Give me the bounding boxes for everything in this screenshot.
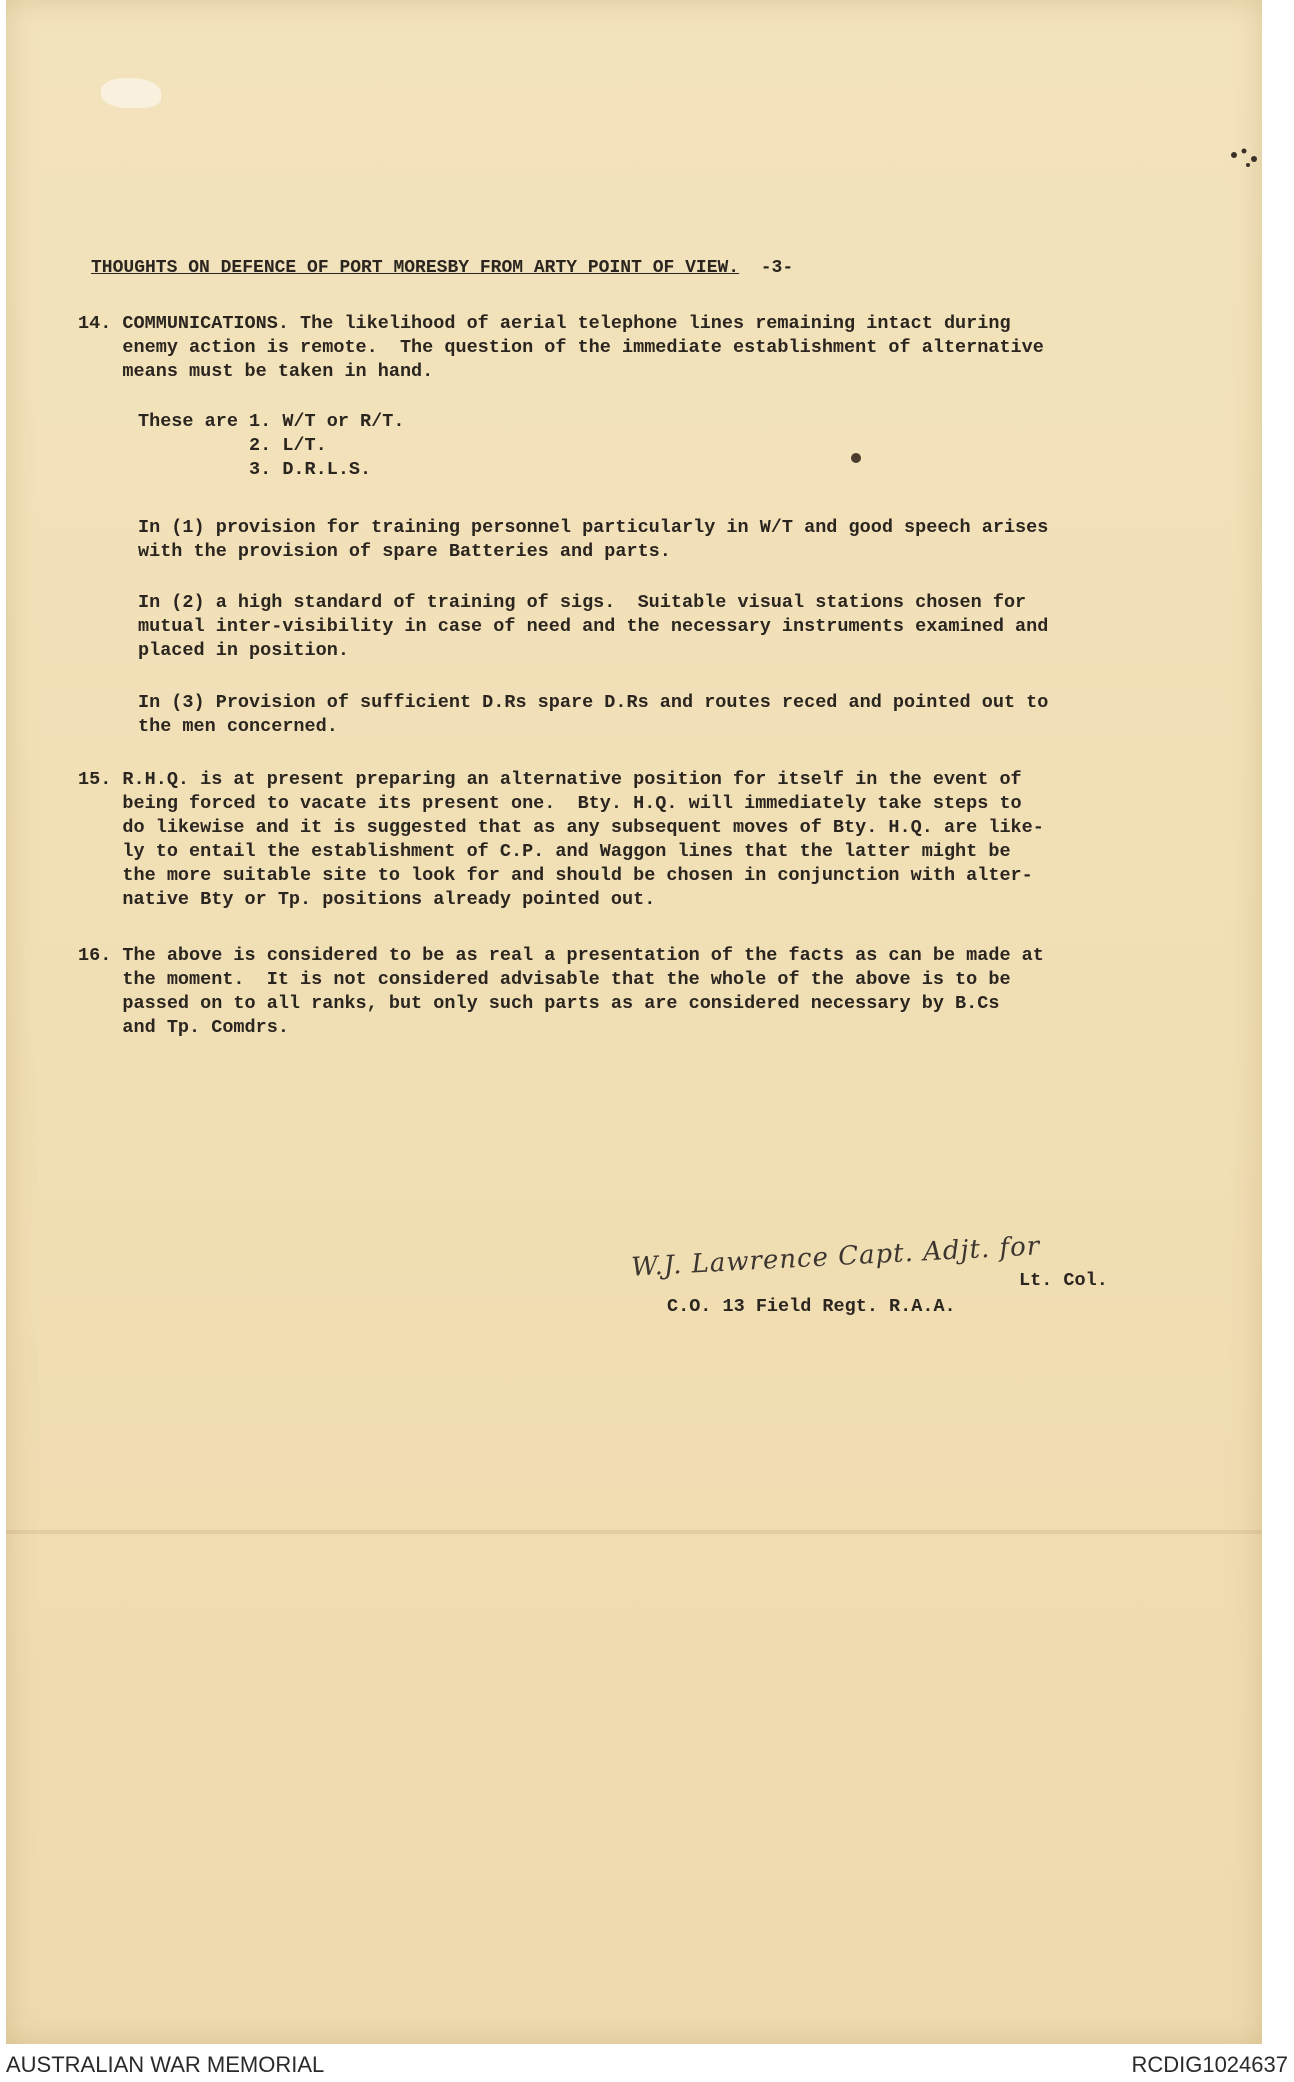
item-line: These are 1. W/T or R/T. [138, 411, 405, 432]
item-line: passed on to all ranks, but only such parts as are considered necessary by B.Cs [78, 993, 1000, 1014]
ink-dot [851, 453, 861, 463]
document-heading [91, 256, 793, 280]
paper-blemish [101, 78, 161, 108]
handwritten-signature: W.J. Lawrence Capt. Adjt. for [630, 1231, 1041, 1283]
item-line: the moment. It is not considered advisable that the whole of the above is to be [78, 969, 1011, 990]
item-line: enemy action is remote. The question of the immediate establishment of alternative [78, 337, 1044, 358]
heading-text: THOUGHTS ON DEFENCE OF PORT MORESBY FROM ARTY POINT OF VIEW. [91, 258, 740, 278]
signature-unit: C.O. 13 Field Regt. R.A.A. [667, 1296, 956, 1317]
item-line: means must be taken in hand. [78, 361, 434, 382]
item-line: In (3) Provision of sufficient D.Rs spare D.Rs and routes reced and pointed out to [138, 692, 1049, 713]
item-line: In (2) a high standard of training of sigs. Suitable visual stations chosen for [138, 592, 1027, 613]
footer-id: RCDIG1024637 [1131, 2052, 1288, 2077]
item-line: with the provision of spare Batteries and parts. [138, 541, 671, 562]
item-line: 2. L/T. [138, 435, 327, 456]
signature-block [630, 1231, 1131, 1317]
item-line: ly to entail the establishment of C.P. and Waggon lines that the latter might be [78, 841, 1011, 862]
item-14-sub1 [138, 516, 1048, 564]
document-page [6, 0, 1262, 2044]
footer-source: AUSTRALIAN WAR MEMORIAL [6, 2052, 325, 2077]
item-line: 3. D.R.L.S. [138, 459, 372, 480]
item-line: being forced to vacate its present one. Bty. H.Q. will immediately take steps to [78, 793, 1022, 814]
item-line: do likewise and it is suggested that as any subsequent moves of Bty. H.Q. are like- [78, 817, 1044, 838]
item-14 [78, 312, 1044, 384]
item-line: the more suitable site to look for and should be chosen in conjunction with alter- [78, 865, 1033, 886]
item-line: the men concerned. [138, 716, 338, 737]
item-line: 15. R.H.Q. is at present preparing an alternative position for itself in the event of [78, 769, 1022, 790]
item-line: placed in position. [138, 640, 349, 661]
item-15 [78, 768, 1044, 912]
item-line: native Bty or Tp. positions already pointed out. [78, 889, 656, 910]
item-line: In (1) provision for training personnel particularly in W/T and good speech arises [138, 517, 1049, 538]
page-marker: -3- [760, 258, 794, 278]
item-14-sub3 [138, 691, 1048, 739]
signature-rank: Lt. Col. [1019, 1270, 1108, 1291]
ink-mark-icon [1226, 145, 1262, 173]
item-line: 16. The above is considered to be as real a presentation of the facts as can be made at [78, 945, 1044, 966]
archive-footer [0, 2044, 1294, 2082]
item-16 [78, 944, 1044, 1040]
item-line: and Tp. Comdrs. [78, 1017, 289, 1038]
item-line: 14. COMMUNICATIONS. The likelihood of aerial telephone lines remaining intact during [78, 313, 1011, 334]
item-14-sub2 [138, 591, 1048, 663]
item-line: mutual inter-visibility in case of need and the necessary instruments examined and [138, 616, 1049, 637]
item-14-list [138, 410, 404, 482]
